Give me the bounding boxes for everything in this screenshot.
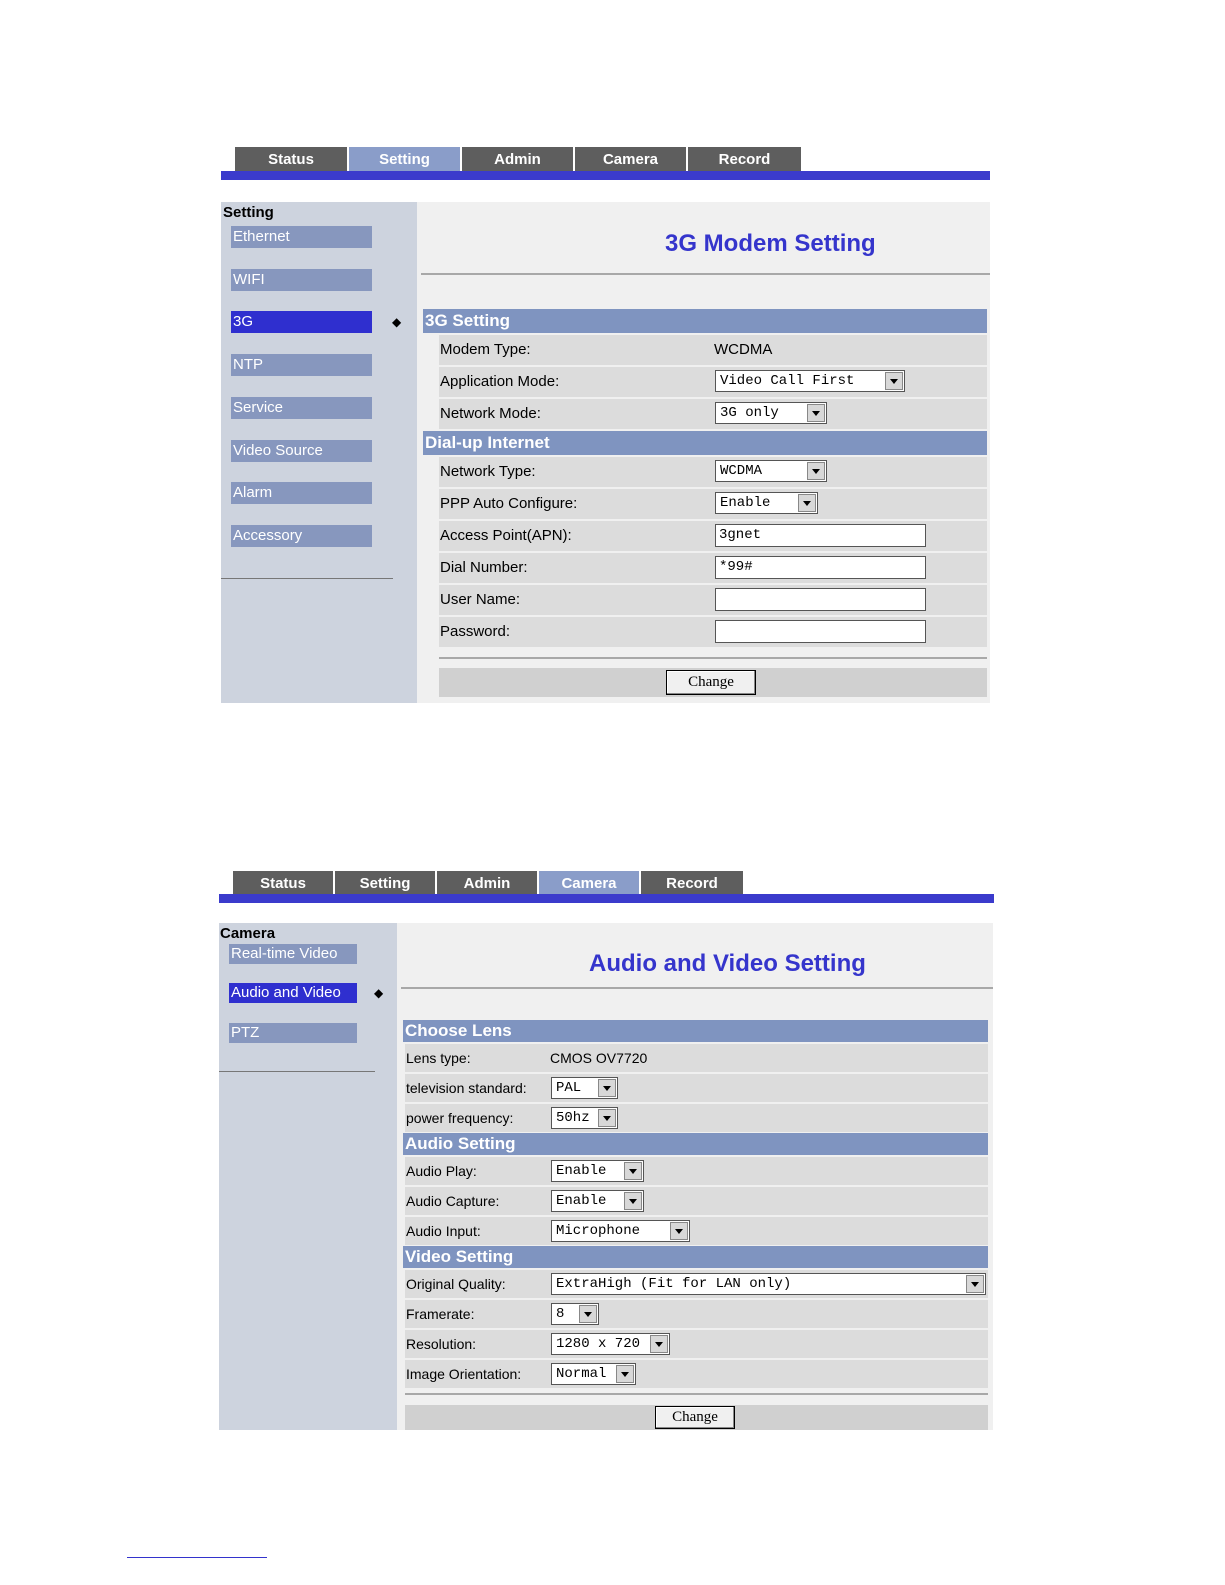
label-password: Password:	[440, 623, 511, 640]
application-mode-select[interactable]	[715, 370, 905, 392]
sidebar-divider	[219, 1071, 375, 1072]
row-network-type	[439, 457, 987, 487]
resolution-select[interactable]	[551, 1333, 670, 1355]
sidebar-item-video-source[interactable]: Video Source	[231, 440, 372, 462]
label-network-type: Network Type:	[440, 463, 536, 480]
dropdown-arrow-icon	[616, 1365, 634, 1383]
tab-camera[interactable]: Camera	[539, 871, 641, 896]
active-marker-icon: ◆	[374, 986, 384, 1000]
television-standard-value: PAL	[556, 1080, 582, 1096]
network-type-value: WCDMA	[720, 463, 763, 479]
tab-status[interactable]: Status	[235, 147, 349, 172]
tab-admin[interactable]: Admin	[462, 147, 575, 172]
label-ppp-auto-configure: PPP Auto Configure:	[440, 495, 578, 512]
audio-capture-value: Enable	[556, 1193, 607, 1209]
power-frequency-value: 50hz	[556, 1110, 590, 1126]
user-name-input[interactable]	[715, 588, 926, 611]
row-application-mode	[439, 367, 987, 397]
form-divider	[405, 1393, 988, 1395]
section-header-3g-setting: 3G Setting	[423, 309, 987, 333]
dropdown-arrow-icon	[598, 1079, 616, 1097]
label-network-mode: Network Mode:	[440, 405, 541, 422]
tab-record[interactable]: Record	[688, 147, 801, 172]
tab-status[interactable]: Status	[233, 871, 335, 896]
label-modem-type: Modem Type:	[440, 341, 531, 358]
sidebar-item-ethernet[interactable]: Ethernet	[231, 226, 372, 248]
label-lens-type: Lens type:	[406, 1050, 471, 1066]
tab-camera[interactable]: Camera	[575, 147, 688, 172]
sidebar-item-ptz[interactable]: PTZ	[229, 1023, 357, 1043]
label-framerate: Framerate:	[406, 1306, 475, 1322]
dropdown-arrow-icon	[885, 372, 903, 390]
dropdown-arrow-icon	[807, 404, 825, 422]
row-framerate	[405, 1300, 988, 1328]
label-audio-input: Audio Input:	[406, 1223, 481, 1239]
row-audio-capture	[405, 1187, 988, 1215]
dropdown-arrow-icon	[598, 1109, 616, 1127]
active-marker-icon: ◆	[392, 315, 402, 329]
row-power-frequency	[405, 1104, 988, 1132]
sidebar-divider	[221, 578, 393, 579]
ppp-auto-configure-select[interactable]	[715, 492, 818, 514]
row-lens-type	[405, 1044, 988, 1072]
main-content	[417, 202, 990, 703]
label-audio-capture: Audio Capture:	[406, 1193, 500, 1209]
change-button[interactable]: Change	[666, 670, 756, 695]
section-header-audio-setting: Audio Setting	[403, 1133, 988, 1155]
sidebar-item-real-time-video[interactable]: Real-time Video	[229, 944, 357, 964]
sidebar-item-audio-and-video[interactable]: Audio and Video	[229, 983, 357, 1003]
audio-capture-select[interactable]	[551, 1190, 644, 1212]
network-mode-value: 3G only	[720, 405, 779, 421]
row-resolution	[405, 1330, 988, 1358]
tab-setting[interactable]: Setting	[349, 147, 462, 172]
value-lens-type: CMOS OV7720	[550, 1050, 648, 1066]
label-audio-play: Audio Play:	[406, 1163, 477, 1179]
row-user-name	[439, 585, 987, 615]
framerate-value: 8	[556, 1306, 565, 1322]
power-frequency-select[interactable]	[551, 1107, 618, 1129]
title-divider	[401, 987, 993, 989]
title-divider	[421, 273, 990, 275]
dropdown-arrow-icon	[579, 1305, 597, 1323]
sidebar-item-alarm[interactable]: Alarm	[231, 482, 372, 504]
dropdown-arrow-icon	[624, 1192, 642, 1210]
dropdown-arrow-icon	[966, 1275, 984, 1293]
label-television-standard: television standard:	[406, 1080, 527, 1096]
dropdown-arrow-icon	[807, 462, 825, 480]
audio-play-select[interactable]	[551, 1160, 644, 1182]
television-standard-select[interactable]	[551, 1077, 618, 1099]
dial-number-input[interactable]: *99#	[715, 556, 926, 579]
row-access-point	[439, 521, 987, 551]
button-bar	[405, 1405, 988, 1430]
sidebar-item-service[interactable]: Service	[231, 397, 372, 419]
network-type-select[interactable]	[715, 460, 827, 482]
footnote-separator	[127, 1557, 267, 1558]
tab-underline-bar	[221, 171, 990, 180]
form-divider	[439, 657, 987, 659]
sidebar	[221, 202, 417, 703]
sidebar-item-3g[interactable]: 3G	[231, 311, 372, 333]
image-orientation-select[interactable]	[551, 1363, 636, 1385]
tab-admin[interactable]: Admin	[437, 871, 539, 896]
ppp-auto-configure-value: Enable	[720, 495, 771, 511]
row-television-standard	[405, 1074, 988, 1102]
row-original-quality	[405, 1270, 988, 1298]
access-point-input[interactable]: 3gnet	[715, 524, 926, 547]
sidebar-title: Setting	[223, 204, 274, 221]
row-dial-number	[439, 553, 987, 583]
network-mode-select[interactable]	[715, 402, 827, 424]
row-ppp-auto-configure	[439, 489, 987, 519]
change-button[interactable]: Change	[655, 1406, 735, 1429]
page-title: 3G Modem Setting	[665, 230, 876, 257]
original-quality-select[interactable]	[551, 1273, 986, 1295]
screen-audio-video	[219, 871, 994, 1435]
section-header-choose-lens: Choose Lens	[403, 1020, 988, 1042]
sidebar-item-wifi[interactable]: WIFI	[231, 269, 372, 291]
section-header-video-setting: Video Setting	[403, 1246, 988, 1268]
sidebar-item-accessory[interactable]: Accessory	[231, 525, 372, 547]
section-header-dial-up: Dial-up Internet	[423, 431, 987, 455]
tab-setting[interactable]: Setting	[335, 871, 437, 896]
label-power-frequency: power frequency:	[406, 1110, 514, 1126]
row-modem-type	[439, 335, 987, 365]
sidebar-item-ntp[interactable]: NTP	[231, 354, 372, 376]
value-modem-type: WCDMA	[714, 341, 773, 358]
dropdown-arrow-icon	[650, 1335, 668, 1353]
sidebar	[219, 923, 397, 1430]
tab-record[interactable]: Record	[641, 871, 743, 896]
dropdown-arrow-icon	[798, 494, 816, 512]
button-bar	[439, 668, 987, 697]
label-resolution: Resolution:	[406, 1336, 477, 1352]
original-quality-value: ExtraHigh (Fit for LAN only)	[556, 1276, 792, 1292]
row-image-orientation	[405, 1360, 988, 1388]
framerate-select[interactable]	[551, 1303, 599, 1325]
dropdown-arrow-icon	[670, 1222, 688, 1240]
audio-play-value: Enable	[556, 1163, 607, 1179]
row-audio-input	[405, 1217, 988, 1245]
label-user-name: User Name:	[440, 591, 521, 608]
page-title: Audio and Video Setting	[589, 950, 866, 977]
label-original-quality: Original Quality:	[406, 1276, 506, 1292]
password-input[interactable]	[715, 620, 926, 643]
image-orientation-value: Normal	[556, 1366, 607, 1382]
dropdown-arrow-icon	[624, 1162, 642, 1180]
sidebar-title: Camera	[220, 925, 276, 942]
label-access-point: Access Point(APN):	[440, 527, 572, 544]
resolution-value: 1280 x 720	[556, 1336, 641, 1352]
screen-3g-modem	[221, 147, 991, 707]
top-tab-bar	[235, 147, 801, 172]
top-tab-bar	[233, 871, 743, 896]
label-dial-number: Dial Number:	[440, 559, 528, 576]
audio-input-select[interactable]	[551, 1220, 690, 1242]
application-mode-value: Video Call First	[720, 373, 855, 389]
label-application-mode: Application Mode:	[440, 373, 560, 390]
row-network-mode	[439, 399, 987, 429]
tab-underline-bar	[219, 894, 994, 903]
label-image-orientation: Image Orientation:	[406, 1366, 522, 1382]
row-audio-play	[405, 1157, 988, 1185]
audio-input-value: Microphone	[556, 1223, 641, 1239]
main-content	[397, 923, 993, 1430]
row-password	[439, 617, 987, 647]
